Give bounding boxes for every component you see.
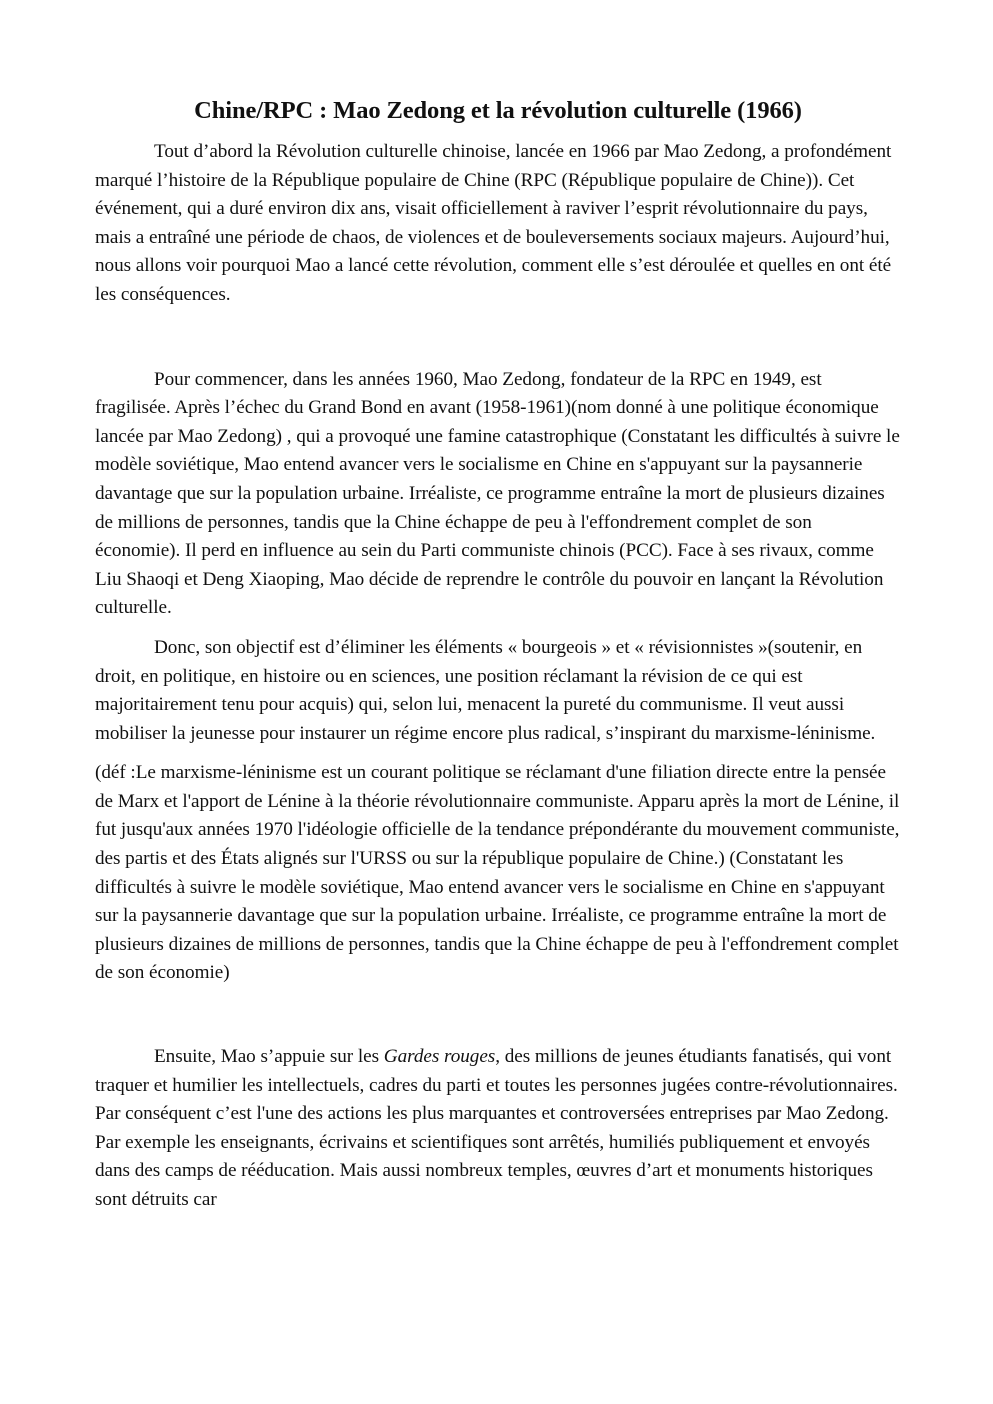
paragraph-red-guards-text-start: Ensuite, Mao s’appuie sur les: [154, 1046, 384, 1068]
paragraph-red-guards-text-end: , des millions de jeunes étudiants fanatisés, qui vont traquer et humilier les intellectuels, cadres du parti et toutes les personnes jugées contre-révolutionnaires. Par conséquent c’est l'une des actions les plus marquantes et controversées entreprises par Mao Zedong. Par exemple les enseignants, écrivains et scientifiques sont arrêtés, humiliés publiquement et envoyés dans des camps de rééducation. Mais aussi nombreux temples, œuvres d’art et monuments historiques sont détruits car: [95, 1046, 898, 1210]
document-title: Chine/RPC : Mao Zedong et la révolution culturelle (1966): [194, 97, 802, 124]
paragraph-red-guards: [95, 1043, 901, 1215]
paragraph-introduction: Tout d’abord la Révolution culturelle chinoise, lancée en 1966 par Mao Zedong, a profondément marqué l’histoire de la République populaire de Chine (RPC (République populaire de Chine)). Cet événement, qui a duré environ dix ans, visait officiellement à raviver l’esprit révolutionnaire du pays, mais a entraîné une période de chaos, de violences et de bouleversements sociaux majeurs. Aujourd’hui, nous allons voir pourquoi Mao a lancé cette révolution, comment elle s’est déroulée et quelles en ont été les conséquences.: [95, 141, 892, 305]
paragraph-objective: Donc, son objectif est d’éliminer les éléments « bourgeois » et « révisionnistes »(soutenir, en droit, en politique, en histoire ou en sciences, une position réclamant la révision de ce qui est majoritairement tenu pour acquis) qui, selon lui, menacent la pureté du communisme. Il veut aussi mobiliser la jeunesse pour instaurer un régime encore plus radical, s’inspirant du marxisme-léninisme.: [95, 636, 876, 744]
document-page: [95, 96, 901, 1215]
italic-term-gardes-rouges: Gardes rouges: [383, 1046, 496, 1068]
paragraph-definition: (déf :Le marxisme-léninisme est un courant politique se réclamant d'une filiation directe entre la pensée de Marx et l'apport de Lénine à la théorie révolutionnaire communiste. Apparu après la mort de Lénine, il fut jusqu'aux années 1970 l'idéologie officielle de la tendance prépondérante du mouvement communiste, des partis et des États alignés sur l'URSS ou sur la république populaire de Chine.) (Constatant les difficultés à suivre le modèle soviétique, Mao entend avancer vers le socialisme en Chine en s'appuyant sur la paysannerie davantage que sur la population urbaine. Irréaliste, ce programme entraîne la mort de plusieurs dizaines de millions de personnes, tandis que la Chine échappe de peu à l'effondrement complet de son économie): [95, 762, 900, 984]
paragraph-context: Pour commencer, dans les années 1960, Mao Zedong, fondateur de la RPC en 1949, est fragilisée. Après l’échec du Grand Bond en avant (1958-1961)(nom donné à une politique économique lancée par Mao Zedong) , qui a provoqué une famine catastrophique (Constatant les difficultés à suivre le modèle soviétique, Mao entend avancer vers le socialisme en Chine en s'appuyant sur la paysannerie davantage que sur la population urbaine. Irréaliste, ce programme entraîne la mort de plusieurs dizaines de millions de personnes, tandis que la Chine échappe de peu à l'effondrement complet de son économie). Il perd en influence au sein du Parti communiste chinois (PCC). Face à ses rivaux, comme Liu Shaoqi et Deng Xiaoping, Mao décide de reprendre le contrôle du pouvoir en lançant la Révolution culturelle.: [95, 368, 900, 619]
